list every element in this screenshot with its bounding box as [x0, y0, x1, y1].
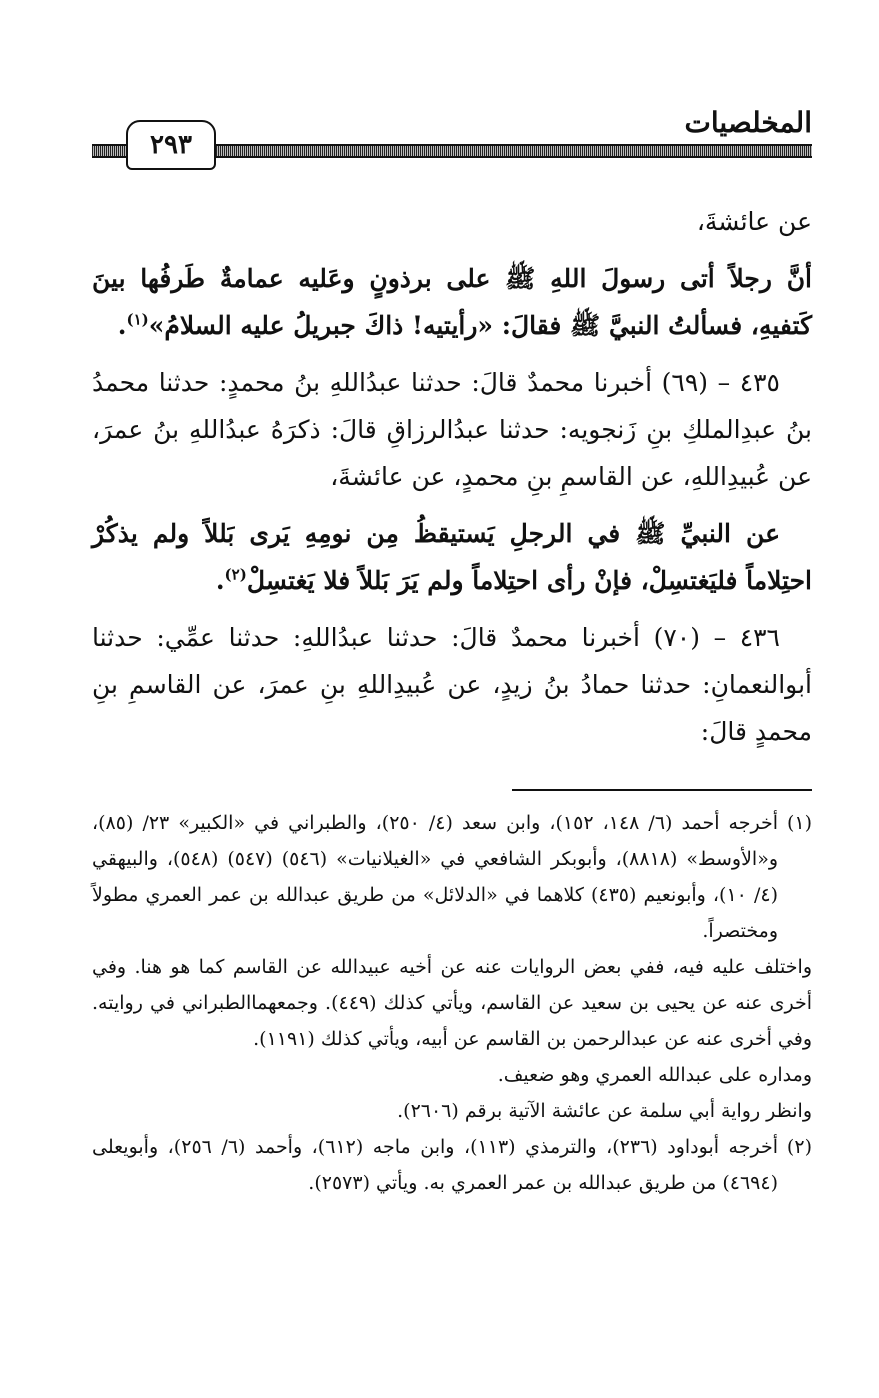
- hadith-2-text: عن النبيِّ ﷺ في الرجلِ يَستيقظُ مِن نومِهِ يَرى بَللاً ولم يذكُرْ احتِلاماً فليَغتسِلْ، فإنْ رأى احتِلاماً ولم يَرَ بَللاً فلا يَغتسِلْ: [92, 519, 812, 595]
- footnote-divider: [512, 789, 812, 791]
- footnote-2-text: أخرجه أبوداود (٢٣٦)، والترمذي (١١٣)، وابن ماجه (٦١٢)، وأحمد (٦/ ٢٥٦)، وأبويعلى (٤٦٩٤) من طريق عبدالله بن عمر العمري به. ويأتي (٢٥٧٣).: [92, 1136, 778, 1194]
- footnote-2-number: (٢): [786, 1136, 812, 1158]
- footnote-ref-2[interactable]: (٢): [224, 565, 247, 584]
- footnote-1-continuation-2: ومداره على عبدالله العمري وهو ضعيف.: [497, 1064, 812, 1086]
- hadith-2-end: .: [215, 566, 225, 595]
- footnote-2: [92, 1129, 812, 1201]
- page-header: [92, 100, 812, 170]
- hadith-1-text: أنَّ رجلاً أتى رسولَ اللهِ ﷺ على برذونٍ وعَليه عمامةٌ طَرفُها بينَ كَتفيهِ، فسألتُ النبيَّ ﷺ فقالَ: «رأيتيه! ذاكَ جبريلُ عليه السلامُ»: [92, 264, 812, 340]
- footnote-1: [92, 805, 812, 949]
- footnote-1-continuation-3: وانظر رواية أبي سلمة عن عائشة الآتية برقم (٢٦٠٦).: [397, 1100, 812, 1122]
- page-number-badge: [126, 120, 216, 170]
- footnote-1-continuation-1: واختلف عليه فيه، ففي بعض الروايات عنه عن أخيه عبيدالله عن القاسم كما هو هنا. وفي أخرى عنه عن يحيى بن سعيد عن القاسم، ويأتي كذلك (٤٤٩). وجمعهماالطبراني في روايته. وفي أخرى عنه عن عبدالرحمن بن القاسم عن أبيه، ويأتي كذلك (١١٩١).: [92, 956, 812, 1050]
- footnotes: [92, 805, 812, 1201]
- footnote-1-text: أخرجه أحمد (٦/ ١٤٨، ١٥٢)، وابن سعد (٤/ ٢٥٠)، والطبراني في «الكبير» ٢٣/ (٨٥)، و«الأوسط» (٨٨١٨)، وأبوبكر الشافعي في «الغيلانيات» (٥٤٦) (٥٤٧) (٥٤٨)، والبيهقي (٤/ ١٠)، وأبونعيم (٤٣٥) كلاهما في «الدلائل» من طريق عبدالله بن عمر العمري مطولاً ومختصراً.: [92, 812, 778, 942]
- paragraph-436: ٤٣٦ – (٧٠) أخبرنا محمدٌ قالَ: حدثنا عبدُاللهِ: حدثنا عمِّي: حدثنا أبوالنعمانِ: حدثنا حمادُ بنُ زيدٍ، عن عُبيدِاللهِ بنِ عمرَ، عن القاسمِ بنِ محمدٍ قالَ:: [92, 623, 812, 746]
- main-text: [92, 198, 812, 755]
- paragraph-hadith-2: [92, 510, 812, 604]
- book-title: المخلصيات: [684, 106, 812, 139]
- footnote-1-number: (١): [786, 812, 812, 834]
- page-number: ٢٩٣: [150, 130, 192, 160]
- paragraph-isnad-end: عن عائشةَ،: [696, 207, 812, 236]
- paragraph-435: ٤٣٥ – (٦٩) أخبرنا محمدٌ قالَ: حدثنا عبدُاللهِ بنُ محمدٍ: حدثنا محمدُ بنُ عبدِالملكِ بنِ زَنجويه: حدثنا عبدُالرزاقِ قالَ: ذكرَهُ عبدُاللهِ بنُ عمرَ، عن عُبيدِاللهِ، عن القاسمِ بنِ محمدٍ، عن عائشةَ،: [92, 368, 812, 491]
- hadith-1-end: .: [117, 311, 127, 340]
- paragraph-hadith-1: [92, 255, 812, 349]
- footnote-ref-1[interactable]: (١): [126, 310, 149, 329]
- book-page: [92, 100, 812, 1201]
